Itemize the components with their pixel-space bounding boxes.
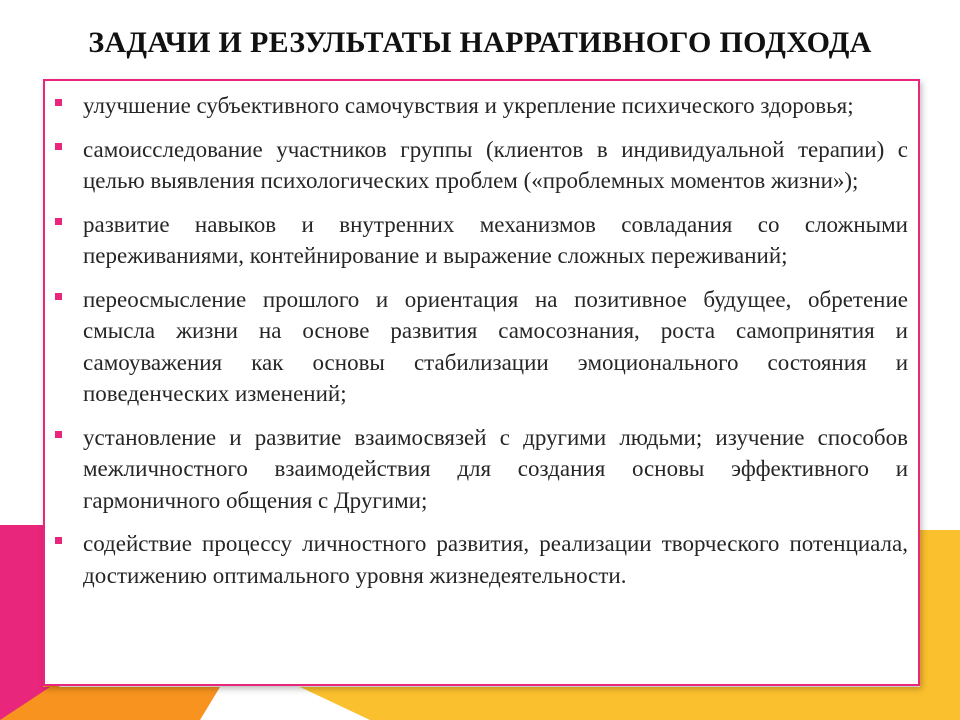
square-bullet-icon [55, 99, 62, 106]
slide-title: ЗАДАЧИ И РЕЗУЛЬТАТЫ НАРРАТИВНОГО ПОДХОДА [88, 26, 872, 59]
bullet-item-wellbeing [83, 90, 908, 122]
bullet-text: переосмысление прошлого и ориентация на позитивное будущее, обретение смысла жизни на основе развития самосознания, роста самопринятия и самоуважения как основы стабилизации эмоционального состояния и поведенческих изменений; [83, 286, 908, 406]
bullet-list [45, 81, 918, 591]
square-bullet-icon [55, 293, 62, 300]
square-bullet-icon [55, 143, 62, 150]
square-bullet-icon [55, 218, 62, 225]
bullet-item-self-research [83, 134, 908, 197]
bullet-item-coping-skills [83, 209, 908, 272]
bullet-text: установление и развитие взаимосвязей с другими людьми; изучение способов межличностного взаимодействия для создания основы эффективного и гармоничного общения с Другими; [83, 424, 908, 513]
content-box [43, 79, 920, 686]
bullet-item-rethinking-past [83, 284, 908, 410]
bullet-text: развитие навыков и внутренних механизмов совладания со сложными переживаниями, контейнирование и выражение сложных переживаний; [83, 211, 908, 268]
bullet-item-personal-growth [83, 528, 908, 591]
bullet-text: содействие процессу личностного развития, реализации творческого потенциала, достижению оптимального уровня жизнедеятельности. [83, 531, 908, 588]
square-bullet-icon [55, 537, 62, 544]
bullet-item-relationships [83, 422, 908, 517]
magenta-band-shape [0, 525, 43, 687]
bullet-text: улучшение субъективного самочувствия и укрепление психического здоровья; [83, 93, 854, 118]
bullet-text: самоисследование участников группы (клиентов в индивидуальной терапии) с целью выявления психологических проблем («проблемных моментов жизни»); [83, 136, 908, 193]
square-bullet-icon [55, 431, 62, 438]
